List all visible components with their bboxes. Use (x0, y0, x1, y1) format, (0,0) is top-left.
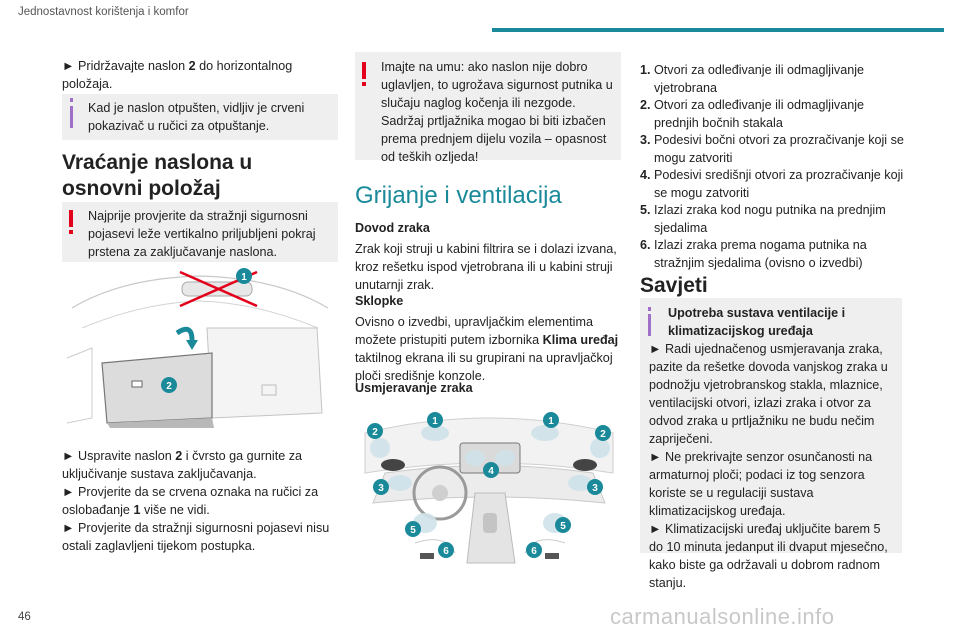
list-item (640, 132, 905, 167)
list-number: 4. (640, 168, 651, 182)
warning-icon-dot (69, 230, 73, 234)
figure-label-1: 1 (548, 416, 554, 427)
text: Uspravite naslon (77, 449, 176, 463)
text: do horizontalnog položaja. (62, 59, 293, 91)
list-text: Podesivi središnji otvori za prozračivanje koji se mogu zatvoriti (654, 168, 904, 200)
figure-label-text: 2 (166, 381, 172, 392)
figure-label-6: 6 (443, 546, 449, 557)
warning-text: Imajte na umu: ako naslon nije dobro uglavljen, to ugrožava sigurnost putnika u slučaju naglog kočenja ili nezgode. Sadržaj prtljažnika mogao bi biti izbačen prema prednjem dijelu vozila – opasnost od teških ozljeda! (381, 60, 613, 164)
text: Klimatizacijski uređaj uključite barem 5 do 10 minuta jedanput ili dvaput mjesečno, kako biste ga održavali u dobrom radnom stanju. (649, 522, 888, 590)
list-item (640, 97, 905, 132)
text: Ovisno o izvedbi, upravljačkim elementima možete pristupiti putem izbornika (355, 315, 593, 347)
info-icon-bar (70, 106, 73, 128)
arrow-bullet-icon: ► (62, 449, 75, 463)
list-number: 1. (640, 63, 651, 77)
info-box (640, 298, 902, 590)
page-number: 46 (18, 611, 31, 623)
ref-number: 2 (188, 59, 196, 73)
list-number: 3. (640, 133, 651, 147)
header-accent-bar (492, 28, 944, 32)
figure-label-2: 2 (600, 429, 606, 440)
arrow-bullet-icon: ► (649, 342, 662, 356)
figure-label-3: 3 (592, 483, 598, 494)
list-number: 6. (640, 238, 651, 252)
section-heading: Vraćanje naslona u osnovni položaj (62, 151, 253, 200)
text: Radi ujednačenog usmjeravanja zraka, pazite da rešetke dovoda vanjskog zraka u podnožju vjetrobranskog stakla, mlaznice, ventilacijski otvori, izlazi zraka i otvor za odvod zraka u prtljažniku ne budu nečim zapriječeni. (649, 342, 888, 446)
paragraph-air-intake: Zrak koji struji u kabini filtrira se i dolazi izvana, kroz rešetku ispod vjetrobrana ili u kabini struji unutarnji zrak. (355, 242, 617, 292)
info-icon (70, 98, 73, 102)
arrow-bullet-icon: ► (62, 59, 75, 73)
info-icon-bar (648, 314, 651, 336)
tip-text (640, 340, 902, 592)
figure-label-5: 5 (410, 525, 416, 536)
arrow-bullet-icon: ► (649, 522, 662, 536)
figure-label-1: 1 (432, 416, 438, 427)
text: Provjerite da stražnji sigurnosni pojasevi nisu ostali zaglavljeni tijekom postupka. (62, 521, 330, 553)
section-title: Grijanje i ventilacija (355, 182, 562, 209)
list-text: Izlazi zraka prema nogama putnika na stražnjim sjedalima (ovisno o izvedbi) (654, 238, 867, 270)
figure-label-6: 6 (531, 546, 537, 557)
list-item (640, 202, 905, 237)
warning-icon-dot (362, 82, 366, 86)
text: Provjerite da se crvena oznaka na ručici za oslobađanje (62, 485, 319, 517)
warning-icon (69, 210, 73, 227)
step-straighten-backrest (62, 447, 338, 555)
paragraph-hold-backrest (62, 57, 338, 93)
text: Pridržavajte naslon (77, 59, 189, 73)
figure-label-4: 4 (488, 466, 494, 477)
watermark: carmanualsonline.info (610, 604, 835, 629)
list-text: Otvori za odleđivanje ili odmagljivanje prednjih bočnih stakala (654, 98, 865, 130)
list-item (640, 62, 905, 97)
info-icon (648, 307, 651, 311)
warning-icon (362, 62, 366, 79)
section-heading: Savjeti (640, 274, 708, 297)
info-box (62, 94, 338, 140)
subheading-air-intake: Dovod zraka (355, 221, 430, 235)
arrow-bullet-icon: ► (62, 485, 75, 499)
list-text: Otvori za odleđivanje ili odmagljivanje vjetrobrana (654, 63, 865, 95)
list-text: Izlazi zraka kod nogu putnika na prednjim sjedalima (654, 203, 886, 235)
list-item (640, 237, 905, 272)
ref-number: 1 (133, 503, 141, 517)
text: taktilnog ekrana ili su grupirani na upravljačkoj ploči središnje konzole. (355, 351, 613, 383)
list-number: 5. (640, 203, 651, 217)
rear-seat-illustration (62, 268, 338, 428)
arrow-bullet-icon: ► (649, 450, 662, 464)
subheading-air-direction: Usmjeravanje zraka (355, 381, 473, 395)
warning-box (355, 52, 621, 164)
text: Ne prekrivajte senzor osunčanosti na armaturnoj ploči; podaci iz tog senzora koriste se u regulaciji sustava klimatizacijskog uređaja. (649, 450, 873, 518)
text: i čvrsto ga gurnite za uključivanje sustava zaključavanja. (62, 449, 302, 481)
figure-label-3: 3 (378, 483, 384, 494)
list-item (640, 167, 905, 202)
tip-title: Upotreba sustava ventilacije i klimatizacijskog uređaja (668, 306, 846, 338)
list-number: 2. (640, 98, 651, 112)
menu-name: Klima uređaj (542, 333, 619, 347)
ref-number: 2 (175, 449, 183, 463)
text: više ne vidi. (140, 503, 210, 517)
dashboard-air-vents-illustration (355, 403, 623, 581)
list-text: Podesivi bočni otvori za prozračivanje koji se mogu zatvoriti (654, 133, 904, 165)
page-header-title: Jednostavnost korištenja i komfor (18, 6, 189, 18)
subheading-controls: Sklopke (355, 294, 404, 308)
arrow-bullet-icon: ► (62, 521, 75, 535)
air-outlets-list (640, 62, 905, 272)
warning-box (62, 202, 338, 262)
figure-label-text: 1 (241, 272, 247, 283)
figure-label-2: 2 (372, 427, 378, 438)
paragraph-controls (355, 313, 623, 385)
warning-text: Najprije provjerite da stražnji sigurnosni pojasevi leže vertikalno priljubljeni pokraj prstena za zaključavanje naslona. (88, 209, 316, 259)
info-text: Kad je naslon otpušten, vidljiv je crveni pokazivač u ručici za otpuštanje. (88, 101, 305, 133)
figure-label-5: 5 (560, 521, 566, 532)
